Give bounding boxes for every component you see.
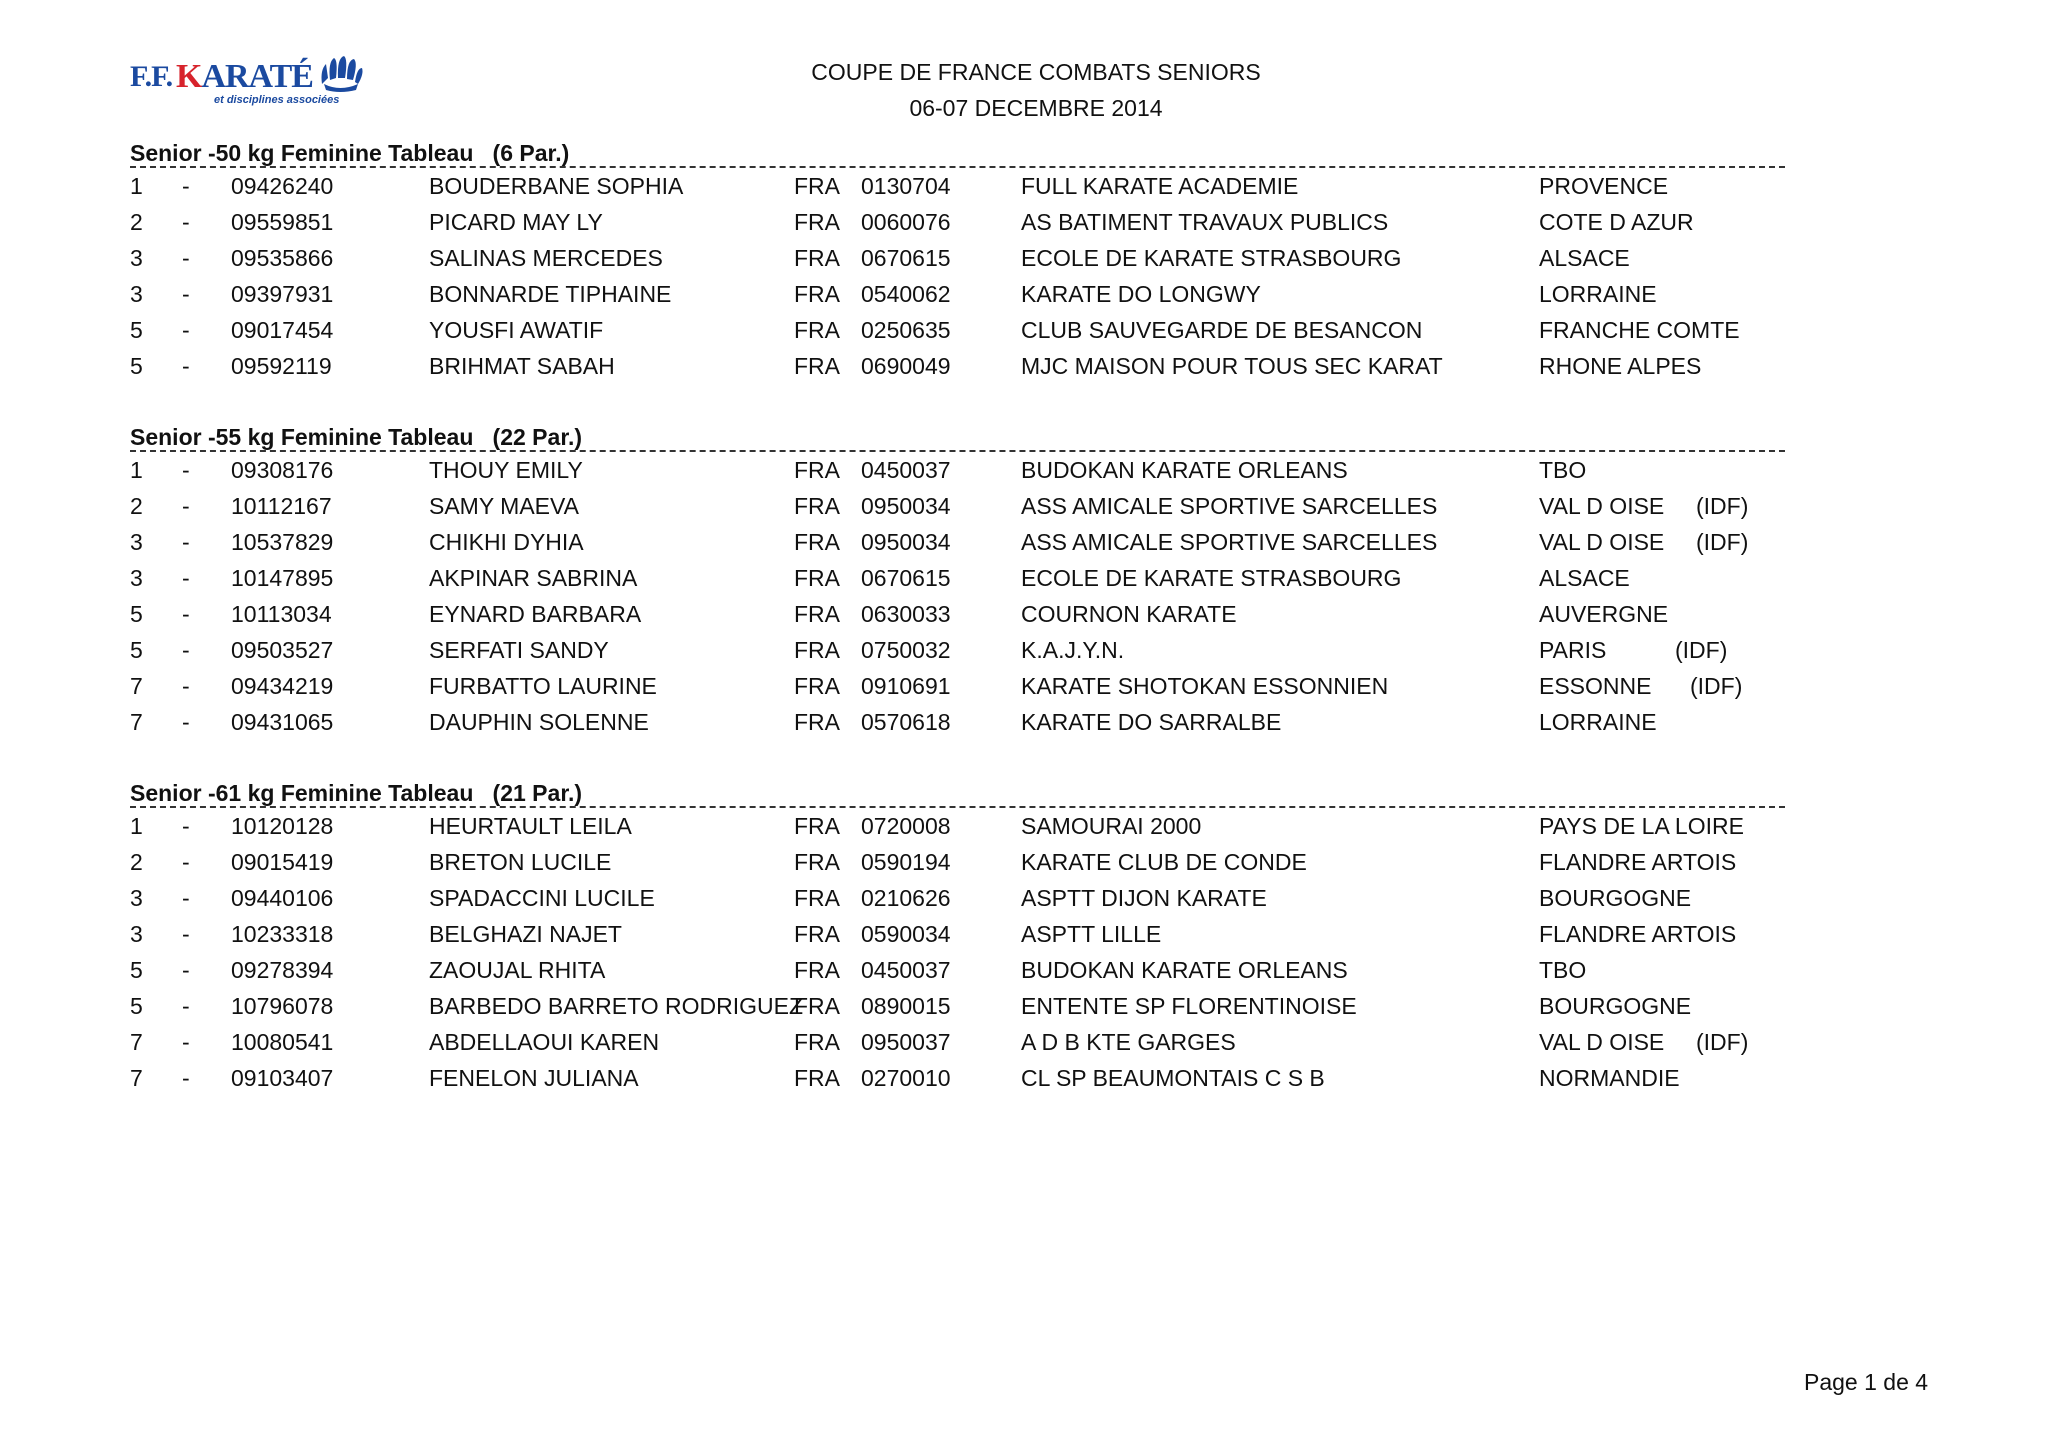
dash-cell: - [182,353,190,379]
license-number: 09431065 [231,709,334,735]
region-name: VAL D OISE [1539,493,1665,519]
region-tag: (IDF) [1696,493,1749,519]
rank-cell: 7 [130,1065,143,1091]
region-name: BOURGOGNE [1539,993,1692,1019]
rank-cell: 3 [130,921,143,947]
license-number: 09434219 [231,673,334,699]
result-row [130,668,1785,704]
club-code: 0130704 [861,173,951,199]
license-number: 09017454 [231,317,334,343]
nationality: FRA [794,601,840,627]
weight-category-section [130,776,1785,1096]
region-name: VAL D OISE [1539,1029,1665,1055]
athlete-name: PICARD MAY LY [429,209,603,235]
club-code: 0060076 [861,209,951,235]
club-code: 0670615 [861,245,951,271]
athlete-name: BRIHMAT SABAH [429,353,615,379]
club-code: 0750032 [861,637,951,663]
result-row [130,488,1785,524]
region-name: AUVERGNE [1539,601,1669,627]
rank-cell: 1 [130,813,143,839]
result-row [130,952,1785,988]
athlete-name: HEURTAULT LEILA [429,813,632,839]
region-name: TBO [1539,957,1587,983]
club-code: 0250635 [861,317,951,343]
nationality: FRA [794,281,840,307]
dash-cell: - [182,813,190,839]
nationality: FRA [794,885,840,911]
dash-cell: - [182,209,190,235]
region-name: VAL D OISE [1539,529,1665,555]
athlete-name: DAUPHIN SOLENNE [429,709,649,735]
club-name: KARATE CLUB DE CONDE [1021,849,1307,875]
dash-cell: - [182,601,190,627]
nationality: FRA [794,921,840,947]
athlete-name: FENELON JULIANA [429,1065,639,1091]
result-row [130,560,1785,596]
club-name: SAMOURAI 2000 [1021,813,1202,839]
athlete-name: SERFATI SANDY [429,637,609,663]
rank-cell: 5 [130,353,143,379]
rank-cell: 3 [130,885,143,911]
club-name: AS BATIMENT TRAVAUX PUBLICS [1021,209,1389,235]
result-row [130,844,1785,880]
club-name: ASPTT LILLE [1021,921,1162,947]
athlete-name: EYNARD BARBARA [429,601,642,627]
athlete-name: THOUY EMILY [429,457,583,483]
club-code: 0690049 [861,353,951,379]
athlete-name: ZAOUJAL RHITA [429,957,606,983]
athlete-name: BARBEDO BARRETO RODRIGUEZ [429,993,804,1019]
club-name: KARATE DO LONGWY [1021,281,1261,307]
license-number: 10537829 [231,529,334,555]
license-number: 10147895 [231,565,334,591]
rank-cell: 5 [130,957,143,983]
dash-cell: - [182,173,190,199]
nationality: FRA [794,173,840,199]
club-code: 0450037 [861,457,951,483]
logo-ff-text: F.F. [130,60,173,93]
club-name: ECOLE DE KARATE STRASBOURG [1021,245,1402,271]
athlete-name: BOUDERBANE SOPHIA [429,173,684,199]
result-row [130,916,1785,952]
rank-cell: 5 [130,601,143,627]
club-code: 0270010 [861,1065,951,1091]
rank-cell: 1 [130,173,143,199]
dash-cell: - [182,637,190,663]
license-number: 09397931 [231,281,334,307]
rank-cell: 3 [130,529,143,555]
rank-cell: 3 [130,281,143,307]
nationality: FRA [794,209,840,235]
club-code: 0950034 [861,529,951,555]
athlete-name: YOUSFI AWATIF [429,317,604,343]
license-number: 10112167 [231,493,332,519]
license-number: 10233318 [231,921,334,947]
result-row [130,240,1785,276]
weight-category-section [130,420,1785,740]
result-row [130,312,1785,348]
club-code: 0590034 [861,921,951,947]
license-number: 09559851 [231,209,334,235]
dash-cell: - [182,457,190,483]
region-name: ALSACE [1539,565,1630,591]
region-name: ALSACE [1539,245,1630,271]
page-number: Page 1 de 4 [1804,1369,1929,1395]
club-name: ASPTT DIJON KARATE [1021,885,1267,911]
club-code: 0890015 [861,993,951,1019]
dash-cell: - [182,993,190,1019]
athlete-name: BONNARDE TIPHAINE [429,281,672,307]
dash-cell: - [182,317,190,343]
club-code: 0910691 [861,673,951,699]
nationality: FRA [794,957,840,983]
club-code: 0670615 [861,565,951,591]
club-name: ASS AMICALE SPORTIVE SARCELLES [1021,529,1438,555]
club-code: 0630033 [861,601,951,627]
result-row [130,168,1785,204]
region-name: ESSONNE [1539,673,1652,699]
nationality: FRA [794,457,840,483]
rank-cell: 2 [130,209,143,235]
athlete-name: SAMY MAEVA [429,493,579,519]
result-row [130,596,1785,632]
region-tag: (IDF) [1696,529,1749,555]
nationality: FRA [794,565,840,591]
rank-cell: 1 [130,457,143,483]
nationality: FRA [794,813,840,839]
club-name: COURNON KARATE [1021,601,1237,627]
athlete-name: FURBATTO LAURINE [429,673,657,699]
club-name: A D B KTE GARGES [1021,1029,1236,1055]
athlete-name: CHIKHI DYHIA [429,529,584,555]
club-name: K.A.J.Y.N. [1021,637,1125,663]
license-number: 09015419 [231,849,334,875]
license-number: 09592119 [231,353,332,379]
result-row [130,452,1785,488]
nationality: FRA [794,637,840,663]
athlete-name: ABDELLAOUI KAREN [429,1029,660,1055]
section-title: Senior -55 kg Feminine Tableau (22 Par.) [130,424,583,450]
dash-cell: - [182,885,190,911]
dash-cell: - [182,709,190,735]
dash-cell: - [182,529,190,555]
region-name: FLANDRE ARTOIS [1539,921,1737,947]
dash-cell: - [182,565,190,591]
region-tag: (IDF) [1690,673,1743,699]
club-name: KARATE DO SARRALBE [1021,709,1282,735]
result-row [130,808,1785,844]
result-row [130,988,1785,1024]
club-name: FULL KARATE ACADEMIE [1021,173,1299,199]
result-row [130,632,1785,668]
club-name: BUDOKAN KARATE ORLEANS [1021,457,1348,483]
license-number: 09440106 [231,885,334,911]
nationality: FRA [794,317,840,343]
rank-cell: 3 [130,245,143,271]
nationality: FRA [794,1029,840,1055]
region-name: FLANDRE ARTOIS [1539,849,1737,875]
club-code: 0590194 [861,849,951,875]
license-number: 09535866 [231,245,334,271]
nationality: FRA [794,353,840,379]
license-number: 09103407 [231,1065,334,1091]
club-code: 0950037 [861,1029,951,1055]
dash-cell: - [182,849,190,875]
license-number: 09503527 [231,637,334,663]
license-number: 09278394 [231,957,334,983]
region-name: LORRAINE [1539,281,1657,307]
athlete-name: SPADACCINI LUCILE [429,885,655,911]
nationality: FRA [794,529,840,555]
region-name: TBO [1539,457,1587,483]
nationality: FRA [794,493,840,519]
result-row [130,880,1785,916]
result-row [130,204,1785,240]
dash-cell: - [182,1029,190,1055]
region-name: FRANCHE COMTE [1539,317,1740,343]
region-name: PARIS [1539,637,1607,663]
club-code: 0210626 [861,885,951,911]
club-code: 0720008 [861,813,951,839]
result-row [130,1060,1785,1096]
dash-cell: - [182,245,190,271]
club-name: CLUB SAUVEGARDE DE BESANCON [1021,317,1423,343]
dash-cell: - [182,921,190,947]
competition-title: COUPE DE FRANCE COMBATS SENIORS [811,59,1261,85]
athlete-name: SALINAS MERCEDES [429,245,663,271]
logo-rest-letters: ARATÉ [201,58,313,95]
result-row [130,276,1785,312]
athlete-name: BRETON LUCILE [429,849,612,875]
rank-cell: 7 [130,709,143,735]
region-name: PAYS DE LA LOIRE [1539,813,1744,839]
rank-cell: 7 [130,673,143,699]
dash-cell: - [182,281,190,307]
license-number: 10080541 [231,1029,334,1055]
weight-category-section [130,136,1785,384]
result-row [130,348,1785,384]
logo-subtitle: et disciplines associées [214,94,340,106]
region-name: COTE D AZUR [1539,209,1694,235]
region-tag: (IDF) [1675,637,1728,663]
rank-cell: 7 [130,1029,143,1055]
club-code: 0450037 [861,957,951,983]
region-name: PROVENCE [1539,173,1669,199]
license-number: 10796078 [231,993,334,1019]
license-number: 09426240 [231,173,334,199]
dash-cell: - [182,673,190,699]
nationality: FRA [794,993,840,1019]
club-name: ECOLE DE KARATE STRASBOURG [1021,565,1402,591]
region-name: RHONE ALPES [1539,353,1702,379]
dash-cell: - [182,493,190,519]
dash-cell: - [182,957,190,983]
nationality: FRA [794,709,840,735]
athlete-name: AKPINAR SABRINA [429,565,638,591]
club-code: 0540062 [861,281,951,307]
nationality: FRA [794,245,840,271]
section-title: Senior -61 kg Feminine Tableau (21 Par.) [130,780,583,806]
club-name: CL SP BEAUMONTAIS C S B [1021,1065,1325,1091]
competition-date: 06-07 DECEMBRE 2014 [909,95,1163,121]
rank-cell: 5 [130,317,143,343]
rank-cell: 2 [130,493,143,519]
rank-cell: 5 [130,993,143,1019]
rank-cell: 5 [130,637,143,663]
club-name: BUDOKAN KARATE ORLEANS [1021,957,1348,983]
nationality: FRA [794,849,840,875]
license-number: 10120128 [231,813,334,839]
club-name: ASS AMICALE SPORTIVE SARCELLES [1021,493,1438,519]
club-name: MJC MAISON POUR TOUS SEC KARAT [1021,353,1443,379]
rank-cell: 3 [130,565,143,591]
club-code: 0950034 [861,493,951,519]
club-code: 0570618 [861,709,951,735]
result-row [130,1024,1785,1060]
region-tag: (IDF) [1696,1029,1749,1055]
region-name: BOURGOGNE [1539,885,1692,911]
section-title: Senior -50 kg Feminine Tableau (6 Par.) [130,140,570,166]
license-number: 09308176 [231,457,334,483]
logo-k-letter: K [176,58,202,95]
license-number: 10113034 [231,601,332,627]
nationality: FRA [794,1065,840,1091]
rank-cell: 2 [130,849,143,875]
club-name: KARATE SHOTOKAN ESSONNIEN [1021,673,1389,699]
athlete-name: BELGHAZI NAJET [429,921,622,947]
result-row [130,704,1785,740]
nationality: FRA [794,673,840,699]
region-name: NORMANDIE [1539,1065,1680,1091]
result-row [130,524,1785,560]
club-name: ENTENTE SP FLORENTINOISE [1021,993,1357,1019]
region-name: LORRAINE [1539,709,1657,735]
dash-cell: - [182,1065,190,1091]
